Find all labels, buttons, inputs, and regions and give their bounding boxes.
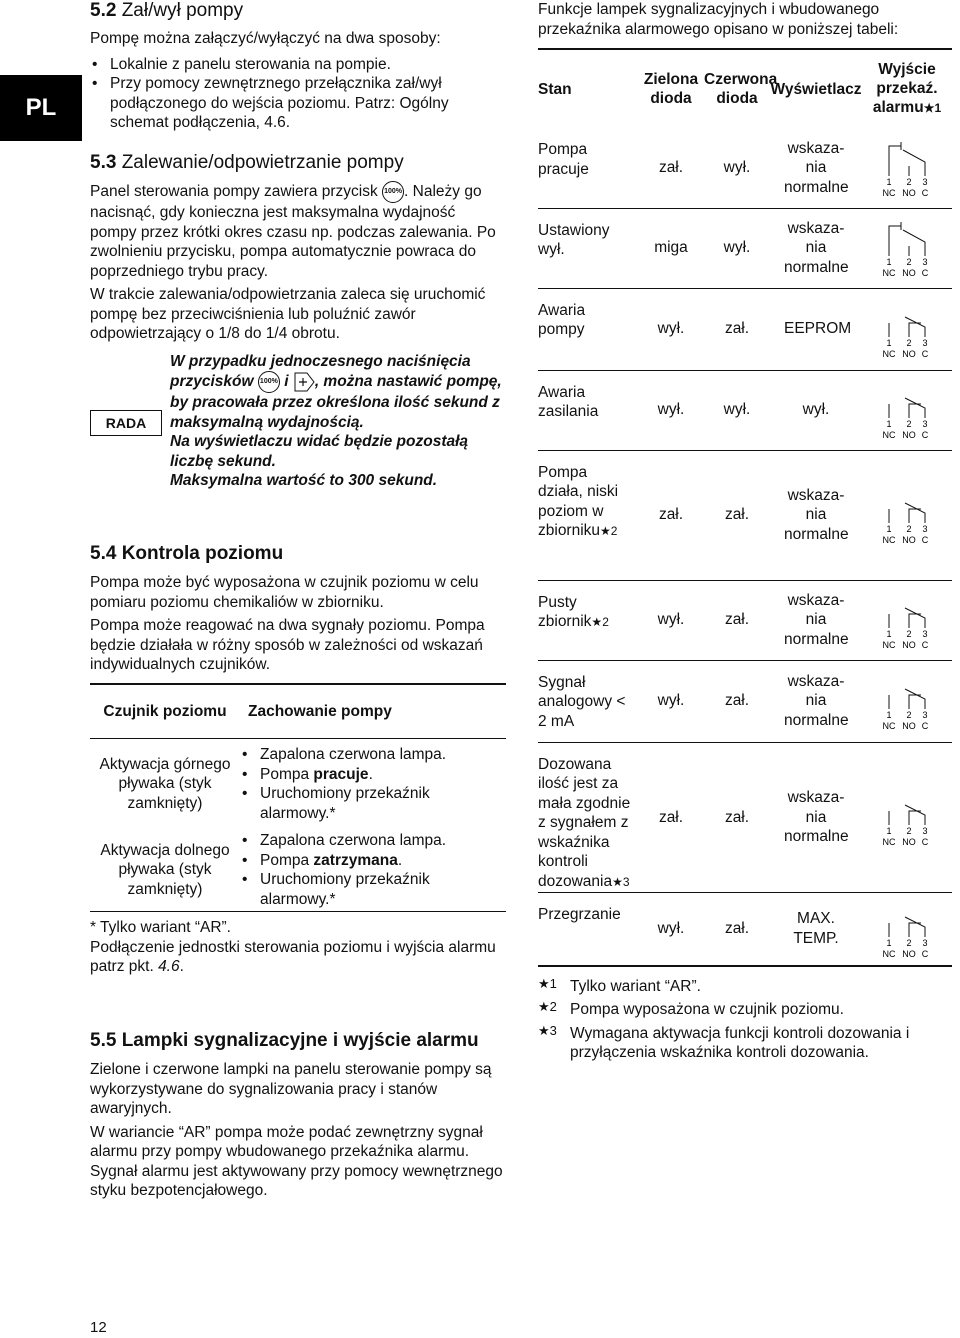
relay-terminal-number: 3 bbox=[922, 524, 928, 534]
section-5-5 bbox=[90, 1030, 506, 1201]
table-row bbox=[538, 580, 952, 660]
level-table bbox=[90, 685, 506, 910]
paragraph: W trakcie zalewania/odpowietrzania zaleca się uruchomić pompę bez przeciwciśnienia lub poluźnić zawór odpowietrzający o 1/8 do 1/4 obrotu. bbox=[90, 286, 486, 342]
state-cell: Ustawiony wył. bbox=[538, 221, 610, 258]
section-title: 5.4 Kontrola poziomu bbox=[90, 543, 284, 564]
signal-table bbox=[538, 50, 952, 965]
relay-terminal-number: 2 bbox=[906, 338, 912, 348]
state-cell: Pusty zbiornik★2 bbox=[538, 593, 609, 630]
relay-terminal-number: 1 bbox=[886, 257, 892, 267]
relay-terminal-number: 3 bbox=[922, 710, 928, 720]
behavior-cell: • Zapalona czerwona lampa. • Pompa pracuje. • Uruchomiony przekaźnik alarmowy.* bbox=[240, 745, 506, 823]
relay-terminal-name: NC bbox=[882, 721, 896, 731]
star-icon: ★ bbox=[538, 999, 550, 1014]
relay-terminal-name: NO bbox=[902, 721, 916, 731]
red-led-cell: zał. bbox=[724, 611, 750, 629]
relay-cell bbox=[862, 288, 952, 370]
green-led-cell: zał. bbox=[658, 506, 684, 524]
relay-terminal-number: 1 bbox=[886, 629, 892, 639]
star-icon: ★ bbox=[600, 524, 611, 538]
relay-contact-icon bbox=[881, 485, 933, 545]
relay-terminal-number: 3 bbox=[922, 338, 928, 348]
paragraph: Zielone i czerwone lampki na panelu sterowanie pompy są wykorzystywane do sygnalizowania pracy i stanów awaryjnych. bbox=[90, 1061, 492, 1117]
star-icon: ★ bbox=[923, 101, 935, 115]
state-cell: Awaria pompy bbox=[538, 301, 586, 338]
relay-terminal-number: 2 bbox=[906, 710, 912, 720]
page-number: 12 bbox=[90, 1319, 107, 1336]
column-header-relay: Wyjście przekaź. alarmu★1 bbox=[872, 61, 942, 116]
red-led-cell: wył. bbox=[723, 401, 751, 419]
max-capacity-button-icon: 100% bbox=[382, 181, 404, 203]
relay-terminal-name: NO bbox=[902, 187, 916, 198]
relay-contact-icon bbox=[881, 590, 933, 650]
relay-terminal-number: 2 bbox=[906, 937, 912, 948]
green-led-cell: wył. bbox=[657, 611, 685, 629]
section-5-4 bbox=[90, 543, 506, 977]
relay-terminal-number: 1 bbox=[886, 524, 892, 534]
display-cell: wył. bbox=[802, 401, 830, 419]
relay-terminal-number: 1 bbox=[886, 338, 892, 348]
state-cell: Przegrzanie bbox=[538, 906, 621, 923]
section-title: 5.3 Zalewanie/odpowietrzanie pompy bbox=[90, 152, 404, 173]
red-led-cell: wył. bbox=[723, 159, 751, 176]
relay-terminal-number: 3 bbox=[922, 419, 928, 429]
relay-terminal-name: NC bbox=[882, 268, 896, 278]
relay-terminal-name: NC bbox=[882, 430, 896, 440]
sensor-cell: Aktywacja dolnego pływaka (styk zamknięty) bbox=[100, 841, 230, 898]
green-led-cell: wył. bbox=[657, 320, 685, 338]
star-icon: ★ bbox=[538, 1022, 550, 1038]
relay-terminal-number: 1 bbox=[886, 937, 892, 948]
display-cell: EEPROM bbox=[784, 320, 852, 338]
relay-terminal-number: 3 bbox=[922, 826, 928, 837]
relay-terminal-number: 3 bbox=[922, 629, 928, 639]
section-5-2 bbox=[90, 0, 506, 133]
max-capacity-button-icon: 100% bbox=[258, 371, 280, 393]
behavior-cell: • Zapalona czerwona lampa. • Pompa zatrzymana. • Uruchomiony przekaźnik alarmowy.* bbox=[240, 831, 506, 909]
relay-cell bbox=[862, 893, 952, 965]
relay-cell bbox=[862, 580, 952, 660]
red-led-cell: zał. bbox=[724, 808, 750, 826]
relay-terminal-number: 3 bbox=[922, 176, 928, 187]
star-icon: ★ bbox=[591, 615, 603, 629]
relay-terminal-name: C bbox=[921, 187, 929, 198]
display-cell: wskaza-nia normalne bbox=[784, 672, 849, 729]
green-led-cell: zał. bbox=[658, 808, 684, 826]
state-cell: Pompa działa, niski poziom w zbiorniku★2 bbox=[538, 463, 619, 539]
relay-terminal-name: C bbox=[921, 349, 929, 359]
relay-terminal-name: NO bbox=[902, 349, 916, 359]
language-tab: PL bbox=[0, 75, 82, 141]
display-cell: wskaza-nia normalne bbox=[784, 219, 849, 276]
display-cell: MAX. TEMP. bbox=[793, 910, 839, 947]
red-led-cell: zał. bbox=[724, 920, 750, 937]
table-row bbox=[538, 128, 952, 208]
table-row bbox=[538, 893, 952, 965]
right-column bbox=[538, 0, 952, 1067]
table-header-row bbox=[538, 50, 952, 128]
relay-terminal-number: 1 bbox=[886, 176, 892, 187]
tip-box bbox=[90, 352, 506, 512]
star-icon: ★ bbox=[612, 874, 623, 889]
bullet-list bbox=[90, 55, 506, 133]
column-header: Zachowanie pompy bbox=[248, 702, 392, 720]
section-title: 5.5 Lampki sygnalizacyjne i wyjście alarmu bbox=[90, 1030, 479, 1051]
relay-cell bbox=[862, 128, 952, 208]
section-title: 5.2 Zał/wył pompy bbox=[90, 0, 244, 21]
relay-terminal-name: NO bbox=[902, 268, 916, 278]
paragraph: Pompa może być wyposażona w czujnik poziomu w celu pomiaru poziomu chemikaliów w zbiorniku. bbox=[90, 574, 479, 611]
relay-terminal-name: NC bbox=[882, 640, 896, 650]
relay-terminal-number: 1 bbox=[886, 826, 892, 837]
relay-terminal-name: C bbox=[921, 430, 929, 440]
relay-contact-icon bbox=[881, 899, 933, 959]
table-row bbox=[538, 450, 952, 580]
relay-contact-icon bbox=[881, 671, 933, 731]
footnote: ★2 Pompa wyposażona w czujnik poziomu. bbox=[538, 999, 844, 1018]
display-cell: wskaza-nia normalne bbox=[784, 591, 849, 648]
relay-terminal-name: NO bbox=[902, 640, 916, 650]
footnote: ★1 Tylko wariant “AR”. bbox=[538, 975, 701, 995]
table-row bbox=[538, 742, 952, 893]
table-row bbox=[538, 208, 952, 288]
relay-terminal-name: C bbox=[921, 268, 929, 278]
relay-terminal-name: NC bbox=[882, 948, 896, 959]
footnote: ★3 Wymagana aktywacja funkcji kontroli dozowania i przyłączenia wskaźnika kontroli dozowania. bbox=[538, 1022, 910, 1061]
paragraph: Pompa może reagować na dwa sygnały poziomu. Pompa będzie działała w różny sposób w zależności od wskazań indywidualnych czujników. bbox=[90, 617, 485, 673]
relay-terminal-number: 2 bbox=[906, 826, 912, 837]
relay-terminal-number: 1 bbox=[886, 419, 892, 429]
relay-cell bbox=[862, 660, 952, 742]
relay-cell bbox=[862, 370, 952, 450]
sensor-cell: Aktywacja górnego pływaka (styk zamknięty) bbox=[99, 755, 231, 812]
relay-contact-icon bbox=[881, 299, 933, 359]
tip-label: RADA bbox=[90, 410, 162, 436]
green-led-cell: wył. bbox=[657, 692, 685, 710]
relay-terminal-name: NC bbox=[882, 535, 896, 545]
relay-terminal-name: C bbox=[921, 535, 929, 545]
relay-terminal-number: 3 bbox=[922, 257, 928, 267]
relay-terminal-name: NO bbox=[902, 948, 916, 959]
relay-terminal-number: 1 bbox=[886, 710, 892, 720]
plus-button-icon bbox=[293, 372, 315, 392]
table-row bbox=[538, 660, 952, 742]
relay-terminal-name: NO bbox=[902, 837, 916, 848]
relay-terminal-name: NO bbox=[902, 535, 916, 545]
green-led-cell: miga bbox=[654, 239, 688, 257]
relay-terminal-number: 2 bbox=[906, 419, 912, 429]
red-led-cell: wył. bbox=[723, 239, 751, 257]
signal-table-bottom-rule bbox=[538, 965, 952, 967]
state-cell: Sygnał analogowy < 2 mA bbox=[538, 673, 626, 730]
display-cell: wskaza-nia normalne bbox=[784, 486, 849, 543]
paragraph: Panel sterowania pompy zawiera przycisk 100% . Należy go nacisnąć, gdy konieczna jest maksymalna wydajność pompy przez krótki okres czasu np. podczas zalewania. Po zwolnieniu przycisku, pompa automatycznie powraca do poprzedniego trybu pracy. bbox=[90, 181, 502, 281]
intro-text: Pompę można załączyć/wyłączyć na dwa sposoby: bbox=[90, 30, 441, 47]
relay-terminal-number: 2 bbox=[906, 524, 912, 534]
list-item: • Lokalnie z panelu sterowania na pompie. bbox=[90, 55, 506, 75]
table-footnotes bbox=[538, 977, 952, 1063]
relay-contact-icon bbox=[881, 138, 933, 198]
relay-terminal-number: 3 bbox=[922, 937, 928, 948]
section-5-3 bbox=[90, 152, 506, 512]
table-row bbox=[538, 288, 952, 370]
relay-contact-icon bbox=[881, 787, 933, 847]
red-led-cell: zał. bbox=[724, 506, 750, 524]
relay-terminal-name: C bbox=[921, 721, 929, 731]
column-header-display: Wyświetlacz bbox=[770, 80, 862, 98]
list-item: • Przy pomocy zewnętrznego przełącznika zał/wył podłączonego do wejścia poziomu. Patrz: Ogólny schemat podłączenia, 4.6. bbox=[90, 74, 450, 133]
relay-cell bbox=[862, 208, 952, 288]
red-led-cell: zał. bbox=[724, 692, 750, 710]
relay-terminal-number: 2 bbox=[906, 257, 912, 267]
table-row bbox=[538, 370, 952, 450]
paragraph: Podłączenie jednostki sterowania poziomu i wyjścia alarmu patrz pkt. 4.6. bbox=[90, 938, 496, 975]
relay-cell bbox=[862, 450, 952, 580]
table-intro: Funkcje lampek sygnalizacyjnych i wbudowanego przekaźnika alarmowego opisano w poniższej tabeli: bbox=[538, 1, 899, 38]
table-header-row bbox=[90, 685, 506, 739]
column-header: Czujnik poziomu bbox=[103, 702, 227, 720]
display-cell: wskaza-nia normalne bbox=[784, 139, 849, 196]
relay-terminal-name: NO bbox=[902, 430, 916, 440]
green-led-cell: zał. bbox=[658, 159, 684, 176]
state-cell: Pompa pracuje bbox=[538, 141, 589, 178]
footnote: * Tylko wariant “AR”. bbox=[90, 919, 231, 936]
column-header-state: Stan bbox=[538, 80, 572, 98]
display-cell: wskaza-nia normalne bbox=[784, 789, 849, 845]
relay-cell bbox=[862, 742, 952, 893]
relay-terminal-number: 2 bbox=[906, 629, 912, 639]
level-table-bottom-rule bbox=[90, 911, 506, 912]
relay-contact-icon bbox=[881, 380, 933, 440]
table-row bbox=[90, 831, 506, 909]
relay-terminal-name: NC bbox=[882, 837, 896, 848]
relay-terminal-name: NC bbox=[882, 349, 896, 359]
tip-text: W przypadku jednoczesnego naciśnięcia przycisków 100% i , można nastawić pompę, by pracowała przez określona ilość sekund z maksymalną wydajnością. Na wyświetlaczu widać będzie pozostałą liczbę sekund. Maksymalna wartość to 300 sekund. bbox=[170, 352, 502, 489]
relay-terminal-number: 2 bbox=[906, 176, 912, 187]
table-row bbox=[90, 745, 506, 823]
green-led-cell: wył. bbox=[657, 401, 685, 419]
green-led-cell: wył. bbox=[657, 920, 685, 937]
relay-contact-icon bbox=[881, 218, 933, 278]
relay-terminal-name: C bbox=[921, 837, 929, 848]
state-cell: Dozowana ilość jest za mała zgodnie z sygnałem z wskaźnika kontroli dozowania★3 bbox=[538, 755, 631, 890]
relay-terminal-name: C bbox=[921, 640, 929, 650]
relay-terminal-name: NC bbox=[882, 187, 896, 198]
relay-terminal-name: C bbox=[921, 948, 929, 959]
state-cell: Awaria zasilania bbox=[538, 383, 599, 420]
column-header-green: Zielona dioda bbox=[643, 71, 699, 107]
paragraph: W wariancie “AR” pompa może podać zewnętrzny sygnał alarmu przy pompy wbudowanego przekaźnika alarmu. Sygnał alarmu jest aktywowany przy pomocy wewnętrznego styku bezpotencjałowego. bbox=[90, 1123, 503, 1199]
red-led-cell: zał. bbox=[724, 320, 750, 338]
star-icon: ★ bbox=[538, 975, 550, 991]
column-header-red: Czerwona dioda bbox=[704, 71, 778, 107]
